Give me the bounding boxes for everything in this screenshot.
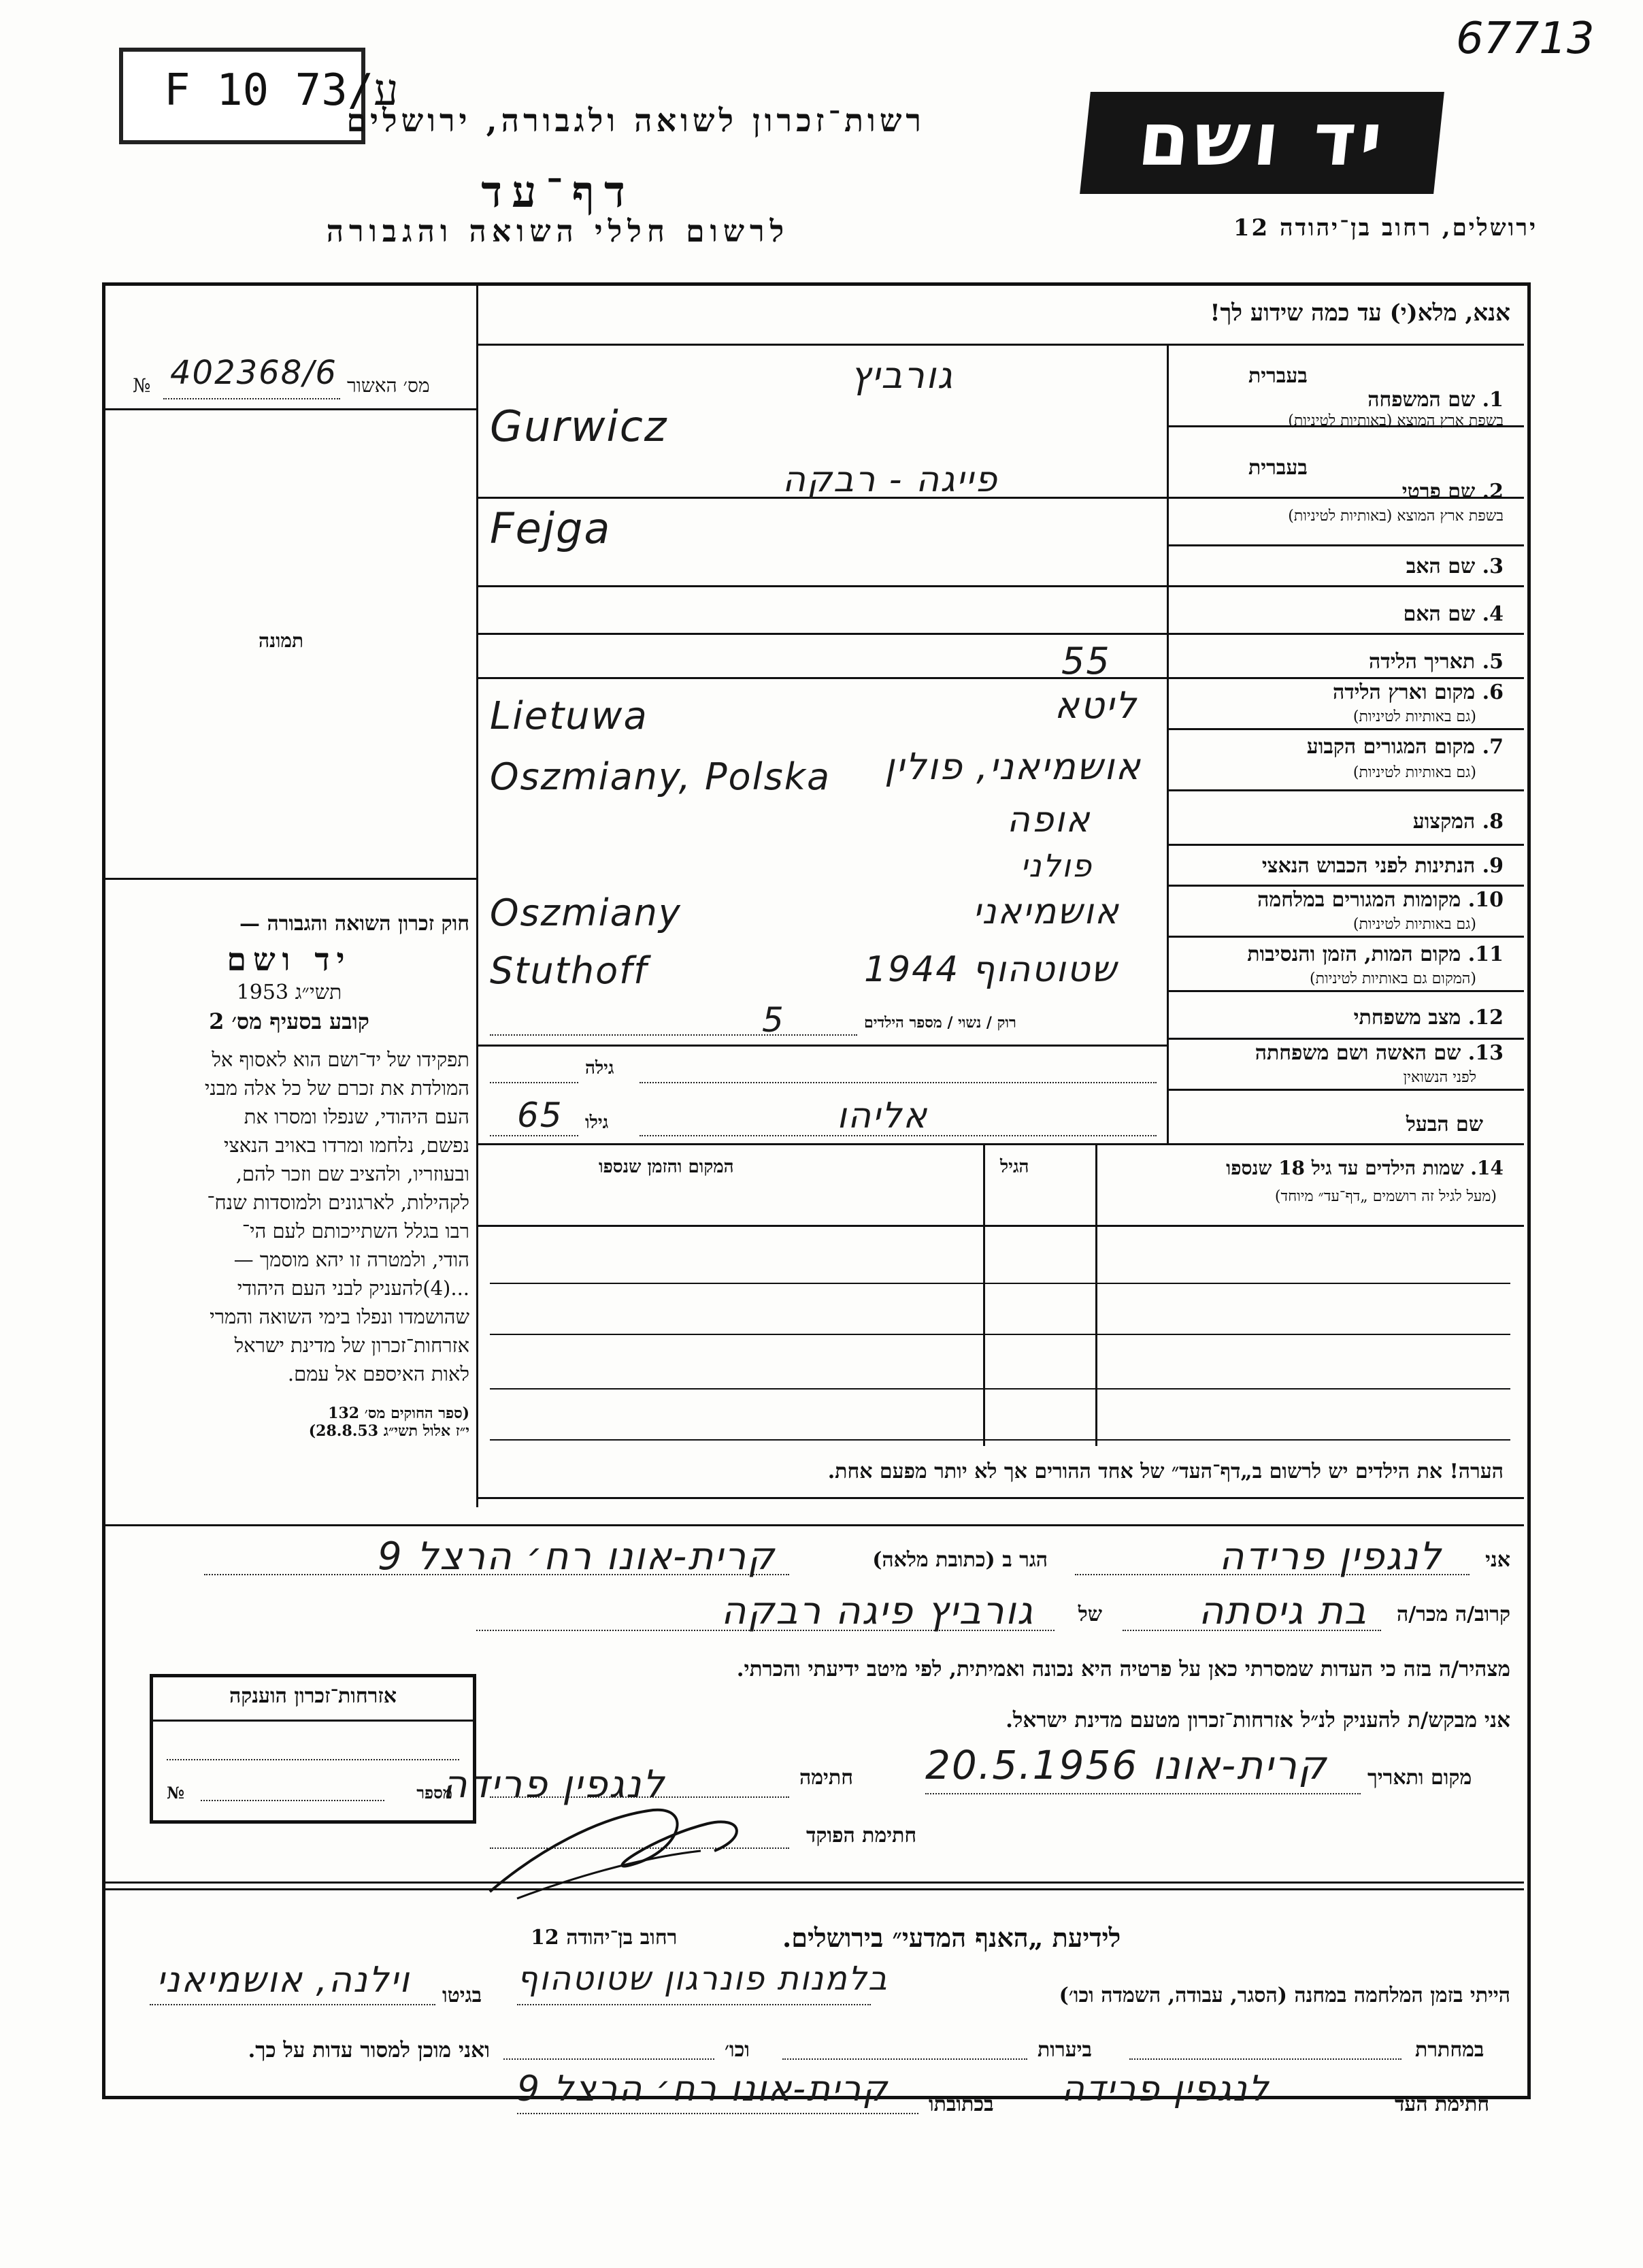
law-body: תפקידו של יד־ושם הוא לאסוף אל המולדת את זכרם של כל אלה מבני העם היהודי, שנפלו ומסרו את נפשם, נלחמו ומרדו באויב הנאצי ובעוזריו, ולהציב שם וזכר להם, לקהילות, לארגונים ולמוסדות שנח־ רבו בגלל השתייכותם לעם הי־ הודי, ולמטרה זו יהא מוסמך — ...(4)להעניק לבני העם היהודי שהושמדו ונפלו בימי השואה והמרי אזרחות־זכרון של מדינת ישראל לאות האיספם אל עמם.: [204, 1048, 469, 1385]
declaration-line-1: אני לנגפין פרידה הגר ב (כתובת מלאה) קרית-אונו רח׳ הרצל 9: [197, 1534, 1510, 1582]
info-address: רחוב בן־יהודה 12: [531, 1926, 678, 1950]
signature-label: חתימה: [799, 1766, 853, 1790]
field-8-label: 8. המקצוע: [1412, 810, 1504, 834]
officer-signature-label: חתימת הפוקד: [806, 1824, 917, 1847]
husband-age-label: גילו: [585, 1113, 609, 1133]
husband-label: שם הבעל: [1406, 1113, 1483, 1136]
field-6-value-latin: Lietuwa: [490, 694, 648, 738]
witness-signature-value: לנגפין פרידה: [1061, 2069, 1270, 2109]
photo-label: תמונה: [259, 629, 304, 652]
children-col-place: המקום והזמן שנספו: [599, 1157, 734, 1177]
info-ready: ואני מוכן למסור עדות על כך.: [248, 2038, 490, 2062]
header-address: ירושלים, רחוב בן־יהודה 12: [1233, 214, 1538, 242]
field-2-value-latin: Fejga: [490, 504, 612, 553]
children-sub: (מעל לגיל זה רושמים „דף־עד״ מיוחד): [1274, 1188, 1497, 1205]
info-underground: במחתרת: [1415, 2038, 1484, 2062]
field-6-sub: (גם באותיות לטיניות): [1352, 708, 1476, 725]
field-2-value-he: פייגה - רבקה: [782, 459, 999, 500]
declaration-line-2: קרוב/ה מכר/ה בת גיסתה של גורביץ פיגה רבקה: [476, 1589, 1510, 1637]
law-panel: [109, 912, 469, 1524]
law-heading: חוק זכרון השואה והגבורה —: [239, 912, 469, 936]
field-11-label: 11. מקום המות, הזמן והנסיבות: [1247, 942, 1504, 966]
info-camp-label: הייתי בזמן המלחמה במחנה (הסגר, עבודה, השמדה וכו׳): [1059, 1984, 1510, 2007]
signature-scribble: [476, 1776, 762, 1912]
authority-name: רשות־זכרון לשואה ולגבורה, ירושלים: [346, 102, 925, 139]
field-1-sub: בשפת ארץ המוצא (באותיות לטיניות): [1288, 412, 1504, 429]
approval-no-label: מס׳ האשור: [347, 374, 430, 397]
field-8-value: אופה: [1007, 800, 1091, 840]
field-6-label: 6. מקום וארץ הלידה: [1332, 680, 1504, 704]
info-title: לידיעת „האנף המדעי״ בירושלים.: [782, 1922, 1121, 1953]
field-12-inline-label: רוק / נשוי / מספר הילדים: [864, 1014, 1016, 1032]
field-7-label: 7. מקום המגורים הקבוע: [1306, 735, 1504, 759]
field-4-label: 4. שם האם: [1403, 602, 1504, 626]
citizenship-no-symbol: №: [167, 1783, 185, 1803]
field-10-value-latin: Oszmiany: [490, 891, 682, 934]
field-7-sub: (גם באותיות לטיניות): [1352, 764, 1476, 781]
field-12-label: 12. מצב משפחתי: [1353, 1006, 1504, 1030]
field-9-label: 9. הנתינות לפני הכבוש הנאצי: [1261, 854, 1504, 878]
field-13-sub: לפני הנשואין: [1403, 1069, 1476, 1086]
logo-text: יד ושם: [1134, 97, 1391, 182]
info-etc: וכו׳: [725, 2038, 750, 2062]
field-13-label: 13. שם האשה ושם משפחתה: [1255, 1041, 1504, 1065]
field-5-label: 5. תאריך הלידה: [1369, 650, 1504, 674]
citizenship-no-label: מספר: [416, 1783, 452, 1803]
husband-name-value: אליהו: [837, 1096, 929, 1136]
law-year: תשי״ג 1953: [236, 981, 342, 1004]
field-12-value: 5: [762, 1000, 785, 1040]
field-7-value-latin: Oszmiany, Polska: [490, 755, 831, 798]
field-11-value-he: שטוטהוף 1944: [864, 949, 1118, 990]
field-9-value: פולני: [1020, 847, 1093, 884]
info-camp-value: בלמנות פונרגון שטוטהוף: [517, 1960, 889, 1998]
field-1-value-latin: Gurwicz: [490, 401, 668, 451]
field-10-label: 10. מקומות המגורים במלחמה: [1257, 888, 1504, 912]
witness-signature-label: חתימת העד: [1395, 2092, 1490, 2116]
field-11-sub: (המקום גם באותיות לטיניות): [1310, 970, 1476, 987]
field-3-label: 3. שם האב: [1406, 555, 1504, 578]
law-ref-1: (ספר החוקים מס׳ 132: [328, 1404, 469, 1422]
field-2-sub: בשפת ארץ המוצא (באותיות לטיניות): [1288, 508, 1504, 525]
info-ghetto-label: בגיטו: [442, 1984, 482, 2007]
witness-address-value: קרית-אונו רח׳ הרצל 9: [517, 2069, 889, 2109]
intro-text: אנא, מלא(י) עד כמה שידוע לך!: [1210, 299, 1510, 327]
field-1-value-he: גורביץ: [850, 354, 954, 397]
declaration-statement: מצהיר/ה בזה כי העדות שמסרתי כאן על פרטיה היא נכונה ואמיתית, לפי מיטב ידיעתי והכרתי.: [736, 1657, 1510, 1681]
signature-value: לנגפין פרידה: [442, 1762, 666, 1807]
stamp-number: F 10 73/ע: [164, 65, 399, 116]
field-10-value-he: אושמיאני: [973, 891, 1120, 932]
field-2-tag: בעברית: [1248, 456, 1308, 480]
place-date-label: מקום ותאריך: [1367, 1766, 1472, 1790]
law-name: יד ושם: [227, 941, 352, 978]
children-col-age: הגיל: [1000, 1157, 1029, 1177]
field-2-label: 2. שם פרטי: [1401, 480, 1504, 504]
declaration-request: אני מבקש/ת להעניק לנ״ל אזרחות־זכרון מטעם מדינת ישראל.: [1006, 1708, 1510, 1732]
archive-number: 67713: [1456, 14, 1595, 64]
citizenship-box: [150, 1674, 476, 1824]
field-7-value-he: אושמיאני, פולין: [884, 745, 1142, 788]
field-11-value-latin: Stuthoff: [490, 949, 648, 992]
info-ghetto-value: וילנה, אושמיאני: [156, 1960, 411, 2001]
law-ref-2: י״ז אלול תשי״ג 28.8.53): [308, 1422, 469, 1440]
approval-no-symbol: №: [133, 374, 151, 397]
husband-age-value: 65: [517, 1096, 563, 1135]
field-1-label: 1. שם המשפחה: [1367, 388, 1504, 412]
children-header: 14. שמות הילדים עד גיל 18 שנספו: [1226, 1157, 1504, 1179]
wife-age-label: גילה: [585, 1058, 614, 1079]
place-date-value: קרית-אונו 20.5.1956: [925, 1742, 1328, 1788]
field-10-sub: (גם באותיות לטיניות): [1352, 916, 1476, 933]
form-title: דף־עד: [481, 167, 635, 218]
form-subtitle: לרשום חללי השואה והגבורה: [326, 214, 790, 249]
field-6-value-he: ליטא: [1055, 684, 1138, 727]
witness-address-label: בכתובתו: [929, 2092, 994, 2116]
yad-vashem-logo: [1080, 92, 1444, 194]
field-1-tag: בעברית: [1248, 364, 1308, 388]
approval-no-value: 402368/6: [170, 354, 337, 392]
info-forests: ביערות: [1038, 2038, 1093, 2062]
children-note: הערה! את הילדים יש לרשום ב„דף־העד״ של אחד ההורים אך לא יותר מפעם אחת.: [827, 1460, 1504, 1483]
citizenship-box-title: אזרחות־זכרון הוענקה: [229, 1684, 397, 1708]
law-section: קובע בסעיף מס׳ 2: [209, 1008, 369, 1034]
field-5-value: 55: [1061, 640, 1111, 683]
